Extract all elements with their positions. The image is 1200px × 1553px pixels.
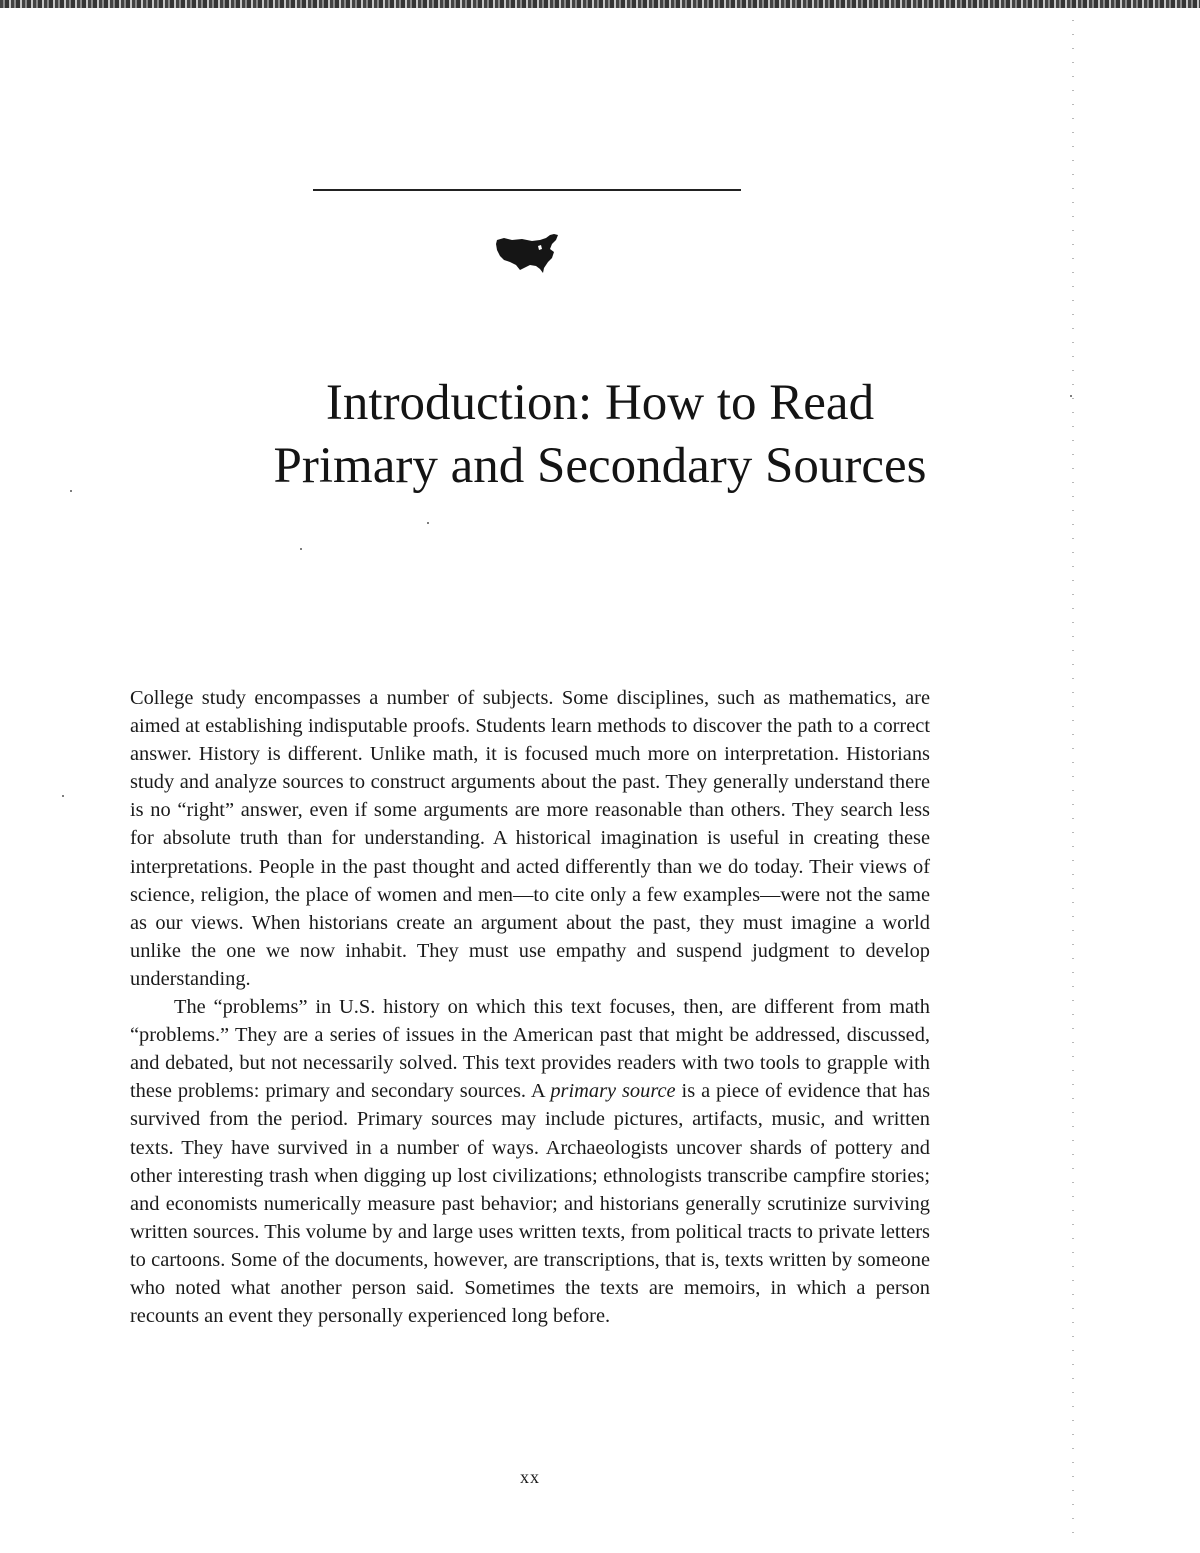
scan-speck (300, 548, 302, 550)
chapter-rule (313, 189, 741, 191)
scan-edge (0, 0, 1200, 8)
page-number: xx (520, 1467, 540, 1487)
scan-speck (62, 795, 64, 797)
body-text (130, 684, 930, 1330)
paragraph-2-start: The “problems” in U.S. history on which this text focuses, then, are different from math “problems.” They are a series of issues in the American past that might be addressed, discussed, and debated, but not necessarily solved. This text provides readers with two tools to grapple with these problems: primary and secondary sources. A (130, 996, 930, 1103)
scan-speck (427, 522, 429, 524)
paragraph-2 (130, 993, 930, 1330)
primary-source-term: primary source (550, 1080, 676, 1103)
chapter-title (100, 372, 1100, 498)
paragraph-1: College study encompasses a number of subjects. Some disciplines, such as mathematics, are aimed at establishing indisputable proofs. Students learn methods to discover the path to a correct answer. History is different. Unlike math, it is focused much more on interpretation. Historians study and analyze sources to construct arguments about the past. They generally understand there is no “right” answer, even if some arguments are more reasonable than others. They search less for absolute truth than for understanding. A historical imagination is useful in creating these interpretations. People in the past thought and acted differently than we do today. Their views of science, religion, the place of women and men—to cite only a few examples—were not the same as our views. When historians create an argument about the past, they must imagine a world unlike the one we now inhabit. They must use empathy and suspend judgment to develop understanding. (130, 687, 930, 990)
scan-speck (1070, 395, 1072, 397)
scan-speck (70, 490, 72, 492)
chapter-title-line2: Primary and Secondary Sources (273, 438, 927, 494)
united-states-map-icon (494, 232, 562, 276)
scan-margin-marks (1072, 20, 1074, 1540)
paragraph-2-end: is a piece of evidence that has survived from the period. Primary sources may include pictures, artifacts, music, and written texts. They have survived in a number of ways. Archaeologists uncover shards of pottery and other interesting trash when digging up lost civilizations; ethnologists transcribe campfire stories; and economists numerically measure past behavior; and historians generally scrutinize surviving written sources. This volume by and large uses written texts, from political tracts to private letters to cartoons. Some of the documents, however, are transcriptions, that is, texts written by someone who noted what another person said. Sometimes the texts are memoirs, in which a person recounts an event they personally experienced long before. (130, 1080, 930, 1328)
chapter-title-line1: Introduction: How to Read (325, 375, 875, 431)
